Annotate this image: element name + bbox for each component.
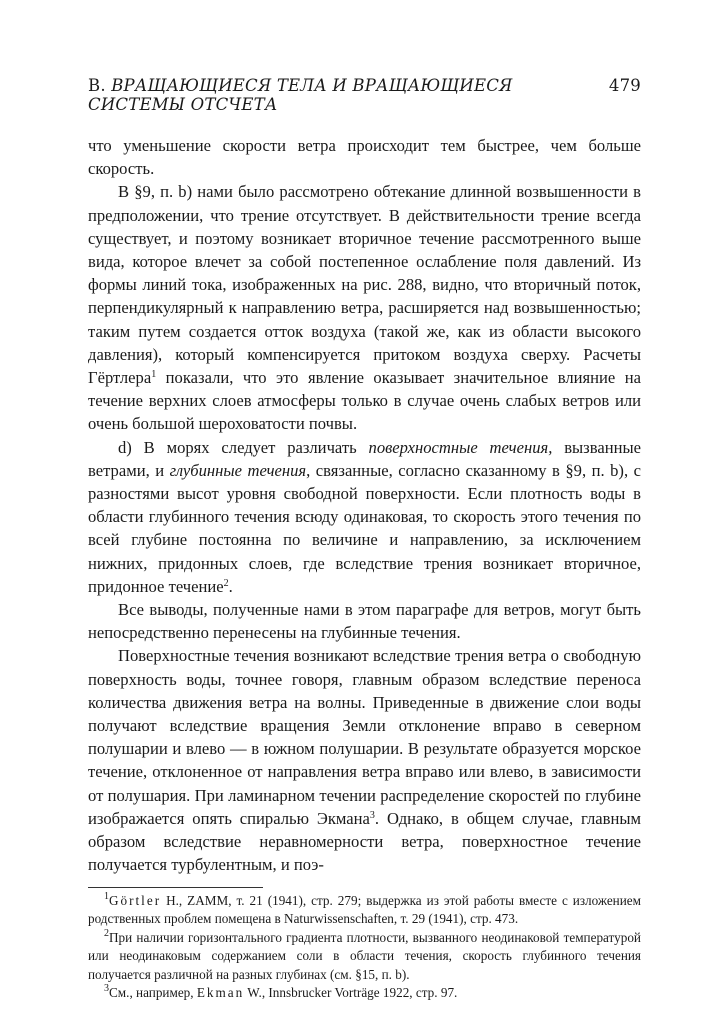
paragraph-0-text: что уменьшение скорости ветра происходит тем быстрее, чем больше скорость. xyxy=(88,136,641,179)
header-title-wrap xyxy=(88,76,609,114)
paragraph-2-start: d) В морях следует различать xyxy=(118,437,369,457)
paragraph-4 xyxy=(88,644,641,876)
footnote-2-mark: 2 xyxy=(104,927,109,939)
term-surface-currents: поверхностные течения, xyxy=(368,437,553,457)
footnote-3-pre: См., например, xyxy=(109,985,197,1001)
footnote-2 xyxy=(88,929,641,985)
footnote-1-author: Görtler xyxy=(109,892,162,908)
paragraph-4-text-a: Поверхностные течения возникают вследствие трения ветра о свободную поверхность воды, точнее говоря, главным образом вследствие переноса количества движения ветра на волны. Приведенные в движение слои воды получают вследствие вращения Земли отклонение вправо в северном полушарии и влево — в южном полушарии. В результате образуется морское течение, отклоненное от направления ветра вправо или влево, в зависимости от полушария. При ламинарном течении распределение скоростей по глубине изображается опять спиралью Экмана xyxy=(88,646,641,828)
body-text xyxy=(88,134,641,877)
footnote-3-mark: 3 xyxy=(104,983,109,995)
footnote-3-author: Ekman xyxy=(196,985,245,1001)
header-section-letter: B. xyxy=(88,76,106,95)
running-header xyxy=(88,76,641,114)
paragraph-3-text: Все выводы, полученные нами в этом параграфе для ветров, могут быть непосредственно перенесены на глубинные течения. xyxy=(88,600,641,643)
footnote-divider xyxy=(88,887,263,888)
paragraph-2-end: . xyxy=(228,576,233,596)
footnote-3 xyxy=(88,984,641,1003)
paragraph-4-text-b: . Однако, в общем случае, главным образом вследствие неравномерности ветра, поверхностное течение получается турбулентным, и поэ- xyxy=(88,808,642,875)
header-title: ВРАЩАЮЩИЕСЯ ТЕЛА И ВРАЩАЮЩИЕСЯ СИСТЕМЫ ОТСЧЕТА xyxy=(88,76,513,114)
page-number: 479 xyxy=(608,76,641,95)
footnote-ref-1: 1 xyxy=(151,369,157,381)
paragraph-3 xyxy=(88,598,641,644)
paragraph-2-mid: вызванные ветрами, и xyxy=(88,437,641,480)
footnote-1-text: H., ZAMM, т. 21 (1941), стр. 279; выдержка из этой работы вместе с изложением родственных проблем помещена в Naturwissenschaften, т. 29 (1941), стр. 473. xyxy=(88,892,641,927)
term-deep-currents: глубинные течения xyxy=(169,460,307,480)
book-page xyxy=(88,76,641,1003)
paragraph-0 xyxy=(88,134,641,180)
footnote-ref-3: 3 xyxy=(369,809,375,821)
footnote-1-mark: 1 xyxy=(104,890,109,902)
paragraph-2 xyxy=(88,436,641,598)
paragraph-1-text-a: В §9, п. b) нами было рассмотрено обтекание длинной возвышенности в предположении, что трение отсутствует. В действительности трение всегда существует, и поэтому возникает вторичное течение рассмотренного выше вида, которое влечет за собой постепенное ослабление поля давлений. Из формы линий тока, изображенных на рис. 288, видно, что вторичный поток, перпендикулярный к направлению ветра, расширяется над возвышенностью; таким путем создается отток воздуха (такой же, как из области высокого давления), который компенсируется притоком воздуха сверху. Расчеты Гёртлера xyxy=(88,182,641,388)
paragraph-2-rest: , связанные, согласно сказанному в §9, п. b), с разностями высот уровня свободной поверхности. Если плотность воды в области глубинного течения всюду одинаковая, то скорость этого течения по всей глубине постоянна по величине и направлению, за исключением нижних, придонных слоев, где вследствие трения возникает вторичное, придонное течение xyxy=(88,460,641,596)
footnotes xyxy=(88,892,641,1004)
footnote-ref-2: 2 xyxy=(223,577,229,589)
footnote-3-text: W., Innsbrucker Vorträge 1922, стр. 97. xyxy=(244,985,458,1001)
paragraph-1-text-b: показали, что это явление оказывает значительное влияние на течение верхних слоев атмосферы только в случае очень слабых ветров или очень большой шероховатости почвы. xyxy=(88,368,641,434)
paragraph-1 xyxy=(88,180,641,435)
footnote-1 xyxy=(88,892,641,929)
footnote-2-text: При наличии горизонтального градиента плотности, вызванного неодинаковой температурой или неодинаковым содержанием соли в области течения, скорость глубинного течения получается различной на разных глубинах (см. §15, п. b). xyxy=(88,929,641,982)
